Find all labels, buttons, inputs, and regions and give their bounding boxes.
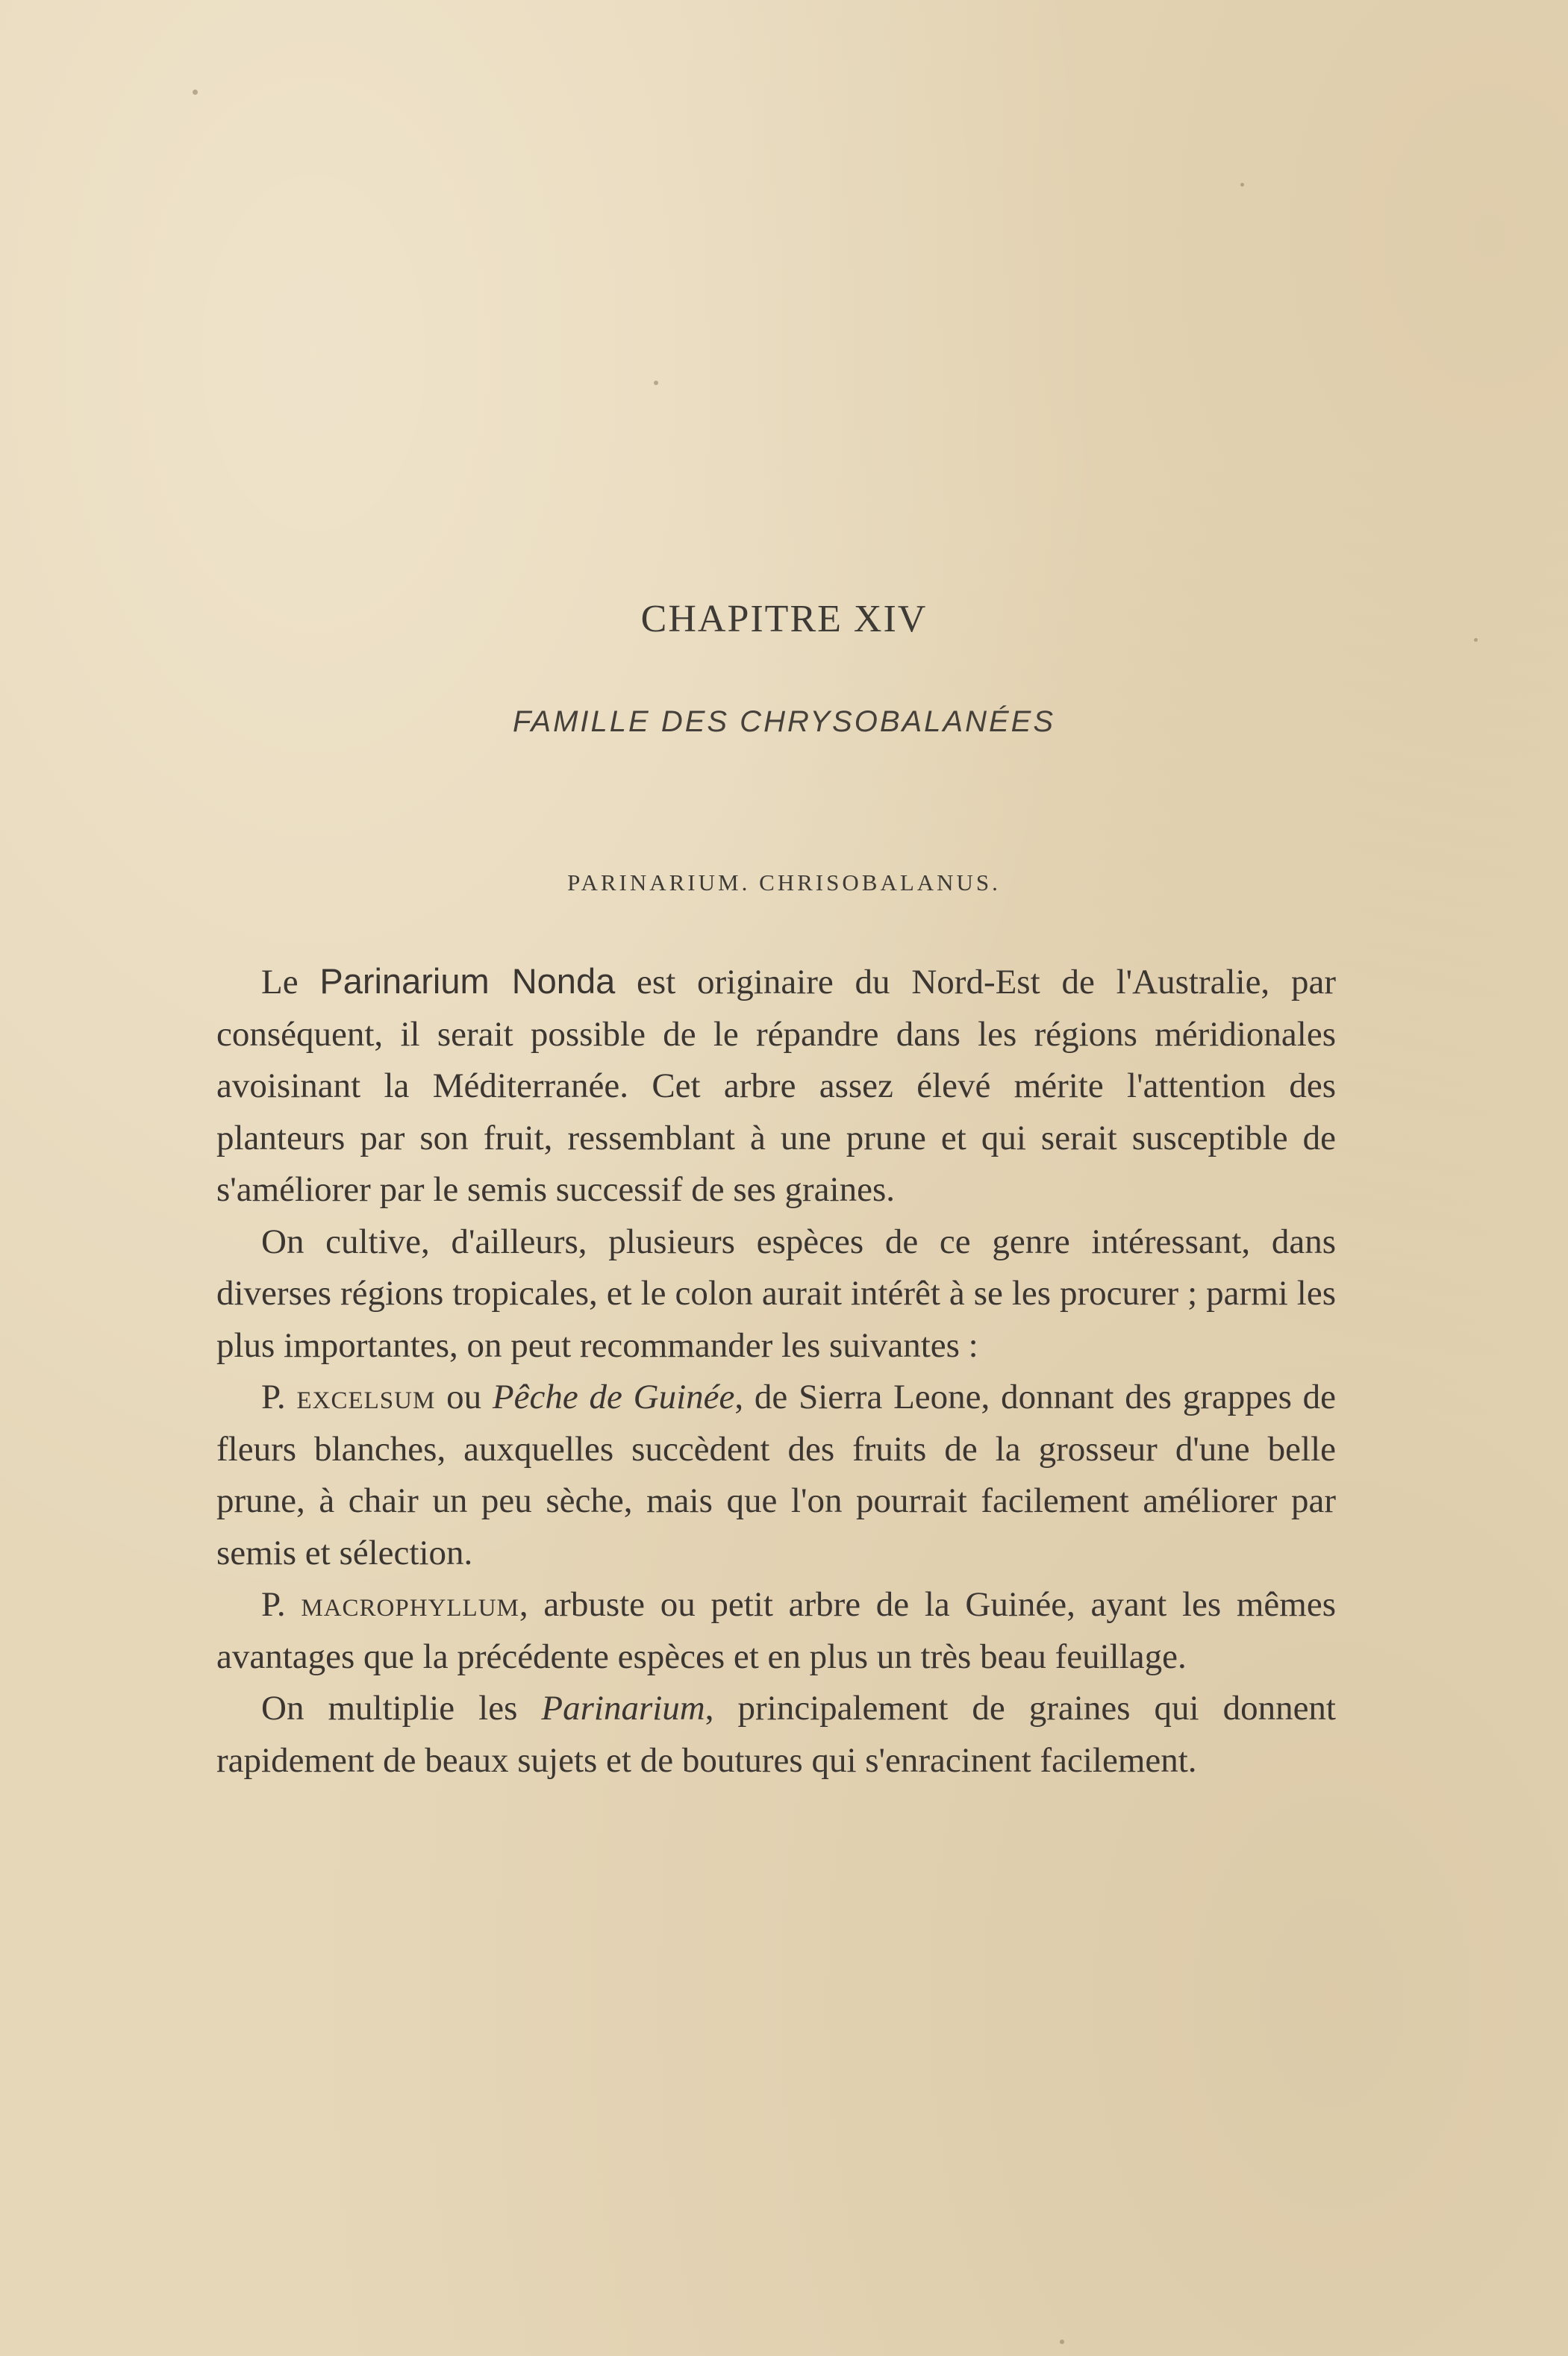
paragraph-3 bbox=[216, 1372, 1336, 1579]
species-name-nonda: Parinarium Nonda bbox=[319, 961, 616, 1001]
species-name-excelsum: excelsum bbox=[296, 1378, 436, 1416]
paragraph-4 bbox=[216, 1579, 1336, 1683]
section-title: PARINARIUM. CHRISOBALANUS. bbox=[567, 869, 1001, 896]
paper-speck bbox=[193, 90, 198, 95]
paragraph-1-lead: Le bbox=[261, 963, 320, 1002]
paragraph-5-lead: On multiplie les bbox=[261, 1689, 542, 1728]
paper-speck bbox=[1240, 183, 1244, 187]
paragraph-3-mid: ou bbox=[435, 1378, 493, 1416]
paragraph-4-text: , arbuste ou petit arbre de la Guinée, ayant les mêmes avantages que la précédente espèces et en plus un très beau feuillage. bbox=[216, 1585, 1336, 1676]
paragraph-1 bbox=[216, 955, 1336, 1216]
paragraph-5-text: , principalement de graines qui donnent rapidement de beaux sujets et de boutures qui s'enracinent facilement. bbox=[216, 1689, 1336, 1780]
paragraph-3-text: , de Sierra Leone, donnant des grappes de fleurs blanches, auxquelles succèdent des fruits de la grosseur d'une belle prune, à chair un peu sèche, mais que l'on pourrait facilement améliorer par semis et sélection. bbox=[216, 1378, 1337, 1572]
paragraph-4-lead: P. bbox=[261, 1585, 302, 1624]
paper-speck bbox=[654, 381, 658, 385]
body-text bbox=[216, 955, 1336, 1787]
family-title: FAMILLE DES CHRYSOBALANÉES bbox=[512, 705, 1056, 738]
species-name-macrophyllum: macrophyllum bbox=[301, 1585, 519, 1624]
paragraph-2-text: On cultive, d'ailleurs, plusieurs espèces de ce genre intéressant, dans diverses régions tropicales, et le colon aurait intérêt à se les procurer ; parmi les plus importantes, on peut recommander les suivantes : bbox=[216, 1222, 1336, 1365]
paragraph-5 bbox=[216, 1683, 1336, 1787]
chapter-title: CHAPITRE XIV bbox=[640, 598, 928, 640]
genus-name-parinarium: Parinarium bbox=[541, 1689, 705, 1728]
paragraph-2 bbox=[216, 1216, 1336, 1372]
paragraph-3-lead: P. bbox=[261, 1378, 297, 1416]
common-name-peche-de-guinee: Pêche de Guinée bbox=[492, 1378, 735, 1416]
paper-speck bbox=[1060, 2340, 1064, 2344]
paragraph-1-text: est originaire du Nord-Est de l'Australie, par conséquent, il serait possible de le répandre dans les régions méridionales avoisinant la Méditerranée. Cet arbre assez élevé mérite l'attention des planteurs par son fruit, ressemblant à une prune et qui serait susceptible de s'améliorer par le semis successif de ses graines. bbox=[216, 963, 1336, 1209]
